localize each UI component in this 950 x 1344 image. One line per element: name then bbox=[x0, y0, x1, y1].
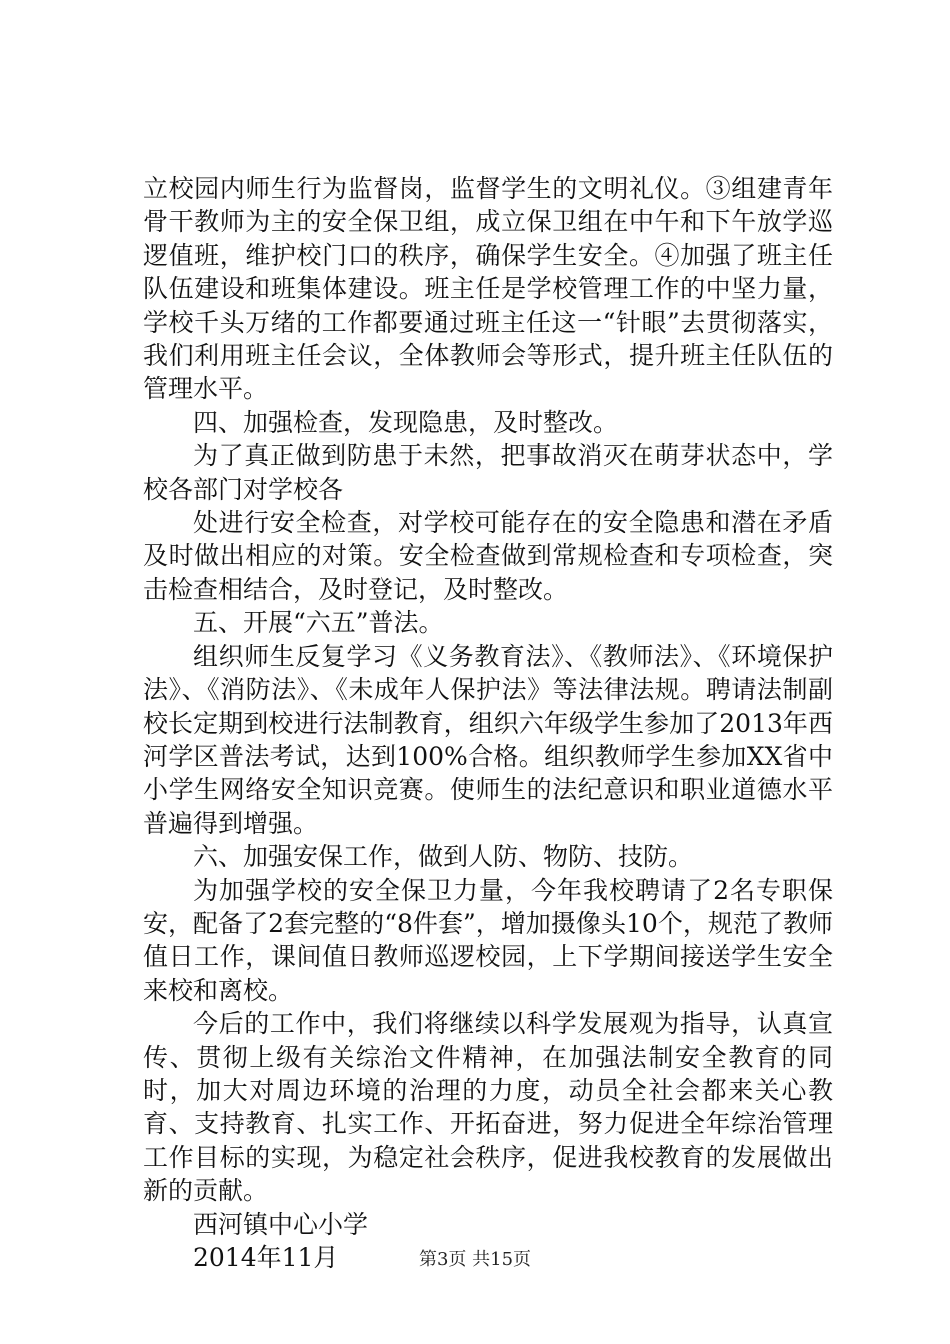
paragraph-inspection-intro: 为了真正做到防患于未然，把事故消灭在萌芽状态中，学校各部门对学校各 bbox=[143, 441, 833, 504]
page-number-footer: 第3页 共15页 bbox=[418, 1249, 532, 1270]
document-body bbox=[143, 172, 833, 1274]
paragraph-inspection-detail: 处进行安全检查，对学校可能存在的安全隐患和潜在矛盾及时做出相应的对策。安全检查做到常规检查和专项检查，突击检查相结合，及时登记，及时整改。 bbox=[143, 508, 833, 604]
signature-date: 2014年11月 bbox=[193, 1243, 339, 1272]
section-heading-6: 六、加强安保工作，做到人防、物防、技防。 bbox=[193, 842, 694, 872]
section-heading-4: 四、加强检查，发现隐患，及时整改。 bbox=[193, 407, 619, 437]
paragraph-conclusion: 今后的工作中，我们将继续以科学发展观为指导，认真宣传、贯彻上级有关综治文件精神，在加强法制安全教育的同时，加大对周边环境的治理的力度，动员全社会都来关心教育、支持教育、扎实工作、开拓奋进，努力促进全年综治管理工作目标的实现，为稳定社会秩序，促进我校教育的发展做出新的贡献。 bbox=[143, 1009, 833, 1206]
paragraph-law-education: 组织师生反复学习《义务教育法》、《教师法》、《环境保护法》、《消防法》、《未成年人保护法》等法律法规。聘请法制副校长定期到校进行法制教育，组织六年级学生参加了2013年西河学区普法考试，达到100%合格。组织教师学生参加XX省中小学生网络安全知识竞赛。使师生的法纪意识和职业道德水平普遍得到增强。 bbox=[143, 641, 833, 838]
paragraph-continuation: 立校园内师生行为监督岗，监督学生的文明礼仪。③组建青年骨干教师为主的安全保卫组，成立保卫组在中午和下午放学巡逻值班，维护校门口的秩序，确保学生安全。④加强了班主任队伍建设和班集体建设。班主任是学校管理工作的中坚力量，学校千头万绪的工作都要通过班主任这一“针眼”去贯彻落实，我们利用班主任会议，全体教师会等形式，提升班主任队伍的管理水平。 bbox=[143, 174, 833, 404]
signature-organization: 西河镇中心小学 bbox=[193, 1209, 369, 1239]
section-heading-5: 五、开展“六五”普法。 bbox=[193, 608, 444, 638]
paragraph-security: 为加强学校的安全保卫力量，今年我校聘请了2名专职保安，配备了2套完整的“8件套”，增加摄像头10个，规范了教师值日工作，课间值日教师巡逻校园，上下学期间接送学生安全来校和离校。 bbox=[143, 875, 833, 1005]
